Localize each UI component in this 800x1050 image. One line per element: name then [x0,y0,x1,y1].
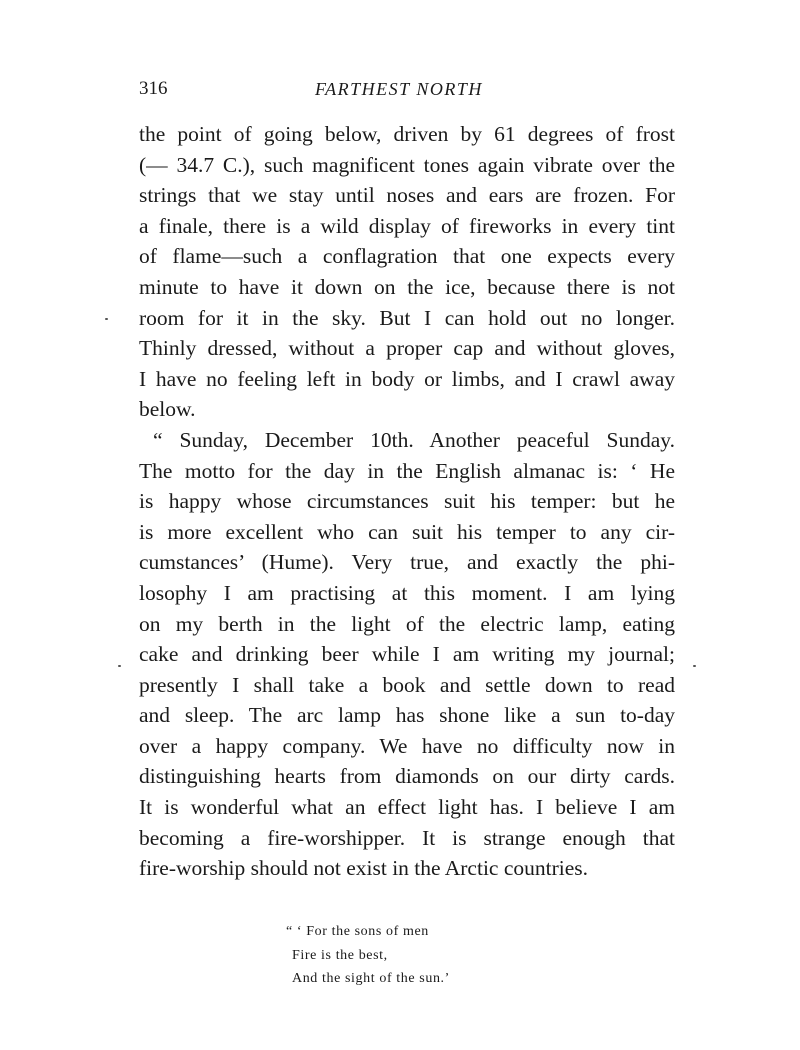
print-speck [105,318,108,320]
text-line: becoming a fire-worshipper. It is strange enough that [139,825,675,850]
text-line: presently I shall take a book and settle down to read [139,672,675,697]
text-line: the point of going below, driven by 61 degrees of frost [139,122,675,146]
text-line: “ Sunday, December 10th. Another peaceful Sunday. [153,427,675,452]
paragraph [139,119,675,425]
verse-line: And the sight of the sun.’ [292,971,450,986]
text-line: a finale, there is a wild display of fireworks in every tint [139,213,675,238]
text-line: It is wonderful what an effect light has. I believe I am [139,795,675,820]
text-line: I have no feeling left in body or limbs, and I crawl away [139,366,675,391]
text-line: The motto for the day in the English almanac is: ‘ He [139,458,675,483]
print-speck [118,665,121,667]
print-speck [693,665,696,667]
text-line: distinguishing hearts from diamonds on our dirty cards. [139,764,675,789]
text-line: minute to have it down on the ice, because there is not [139,274,675,299]
verse-quotation [286,920,450,991]
text-line: (— 34.7 C.), such magnificent tones again vibrate over the [139,152,675,177]
text-line: over a happy company. We have no difficulty now in [139,733,675,758]
verse-line: “ ‘ For the sons of men [286,924,429,939]
text-line: is more excellent who can suit his temper to any cir- [139,519,675,544]
text-line: is happy whose circumstances suit his temper: but he [139,489,675,514]
paragraph [139,425,675,884]
text-line: cumstances’ (Hume). Very true, and exactly the phi- [139,550,675,575]
book-title: FARTHEST NORTH [315,79,483,99]
page-number: 316 [139,78,168,99]
text-line: on my berth in the light of the electric lamp, eating [139,611,675,636]
text-line: cake and drinking beer while I am writing my journal; [139,642,675,667]
text-line: and sleep. The arc lamp has shone like a sun to-day [139,703,675,728]
text-line: fire-worship should not exist in the Arctic countries. [139,856,589,881]
text-line: below. [139,397,196,422]
body-text [139,119,675,884]
text-line: Thinly dressed, without a proper cap and without gloves, [139,336,675,361]
verse-line: Fire is the best, [292,947,388,963]
text-line: strings that we stay until noses and ears are frozen. For [139,183,675,208]
running-head [139,74,675,104]
text-line: losophy I am practising at this moment. I am lying [139,580,675,605]
text-line: of flame—such a conflagration that one expects every [139,244,675,269]
text-line: room for it in the sky. But I can hold out no longer. [139,305,675,330]
